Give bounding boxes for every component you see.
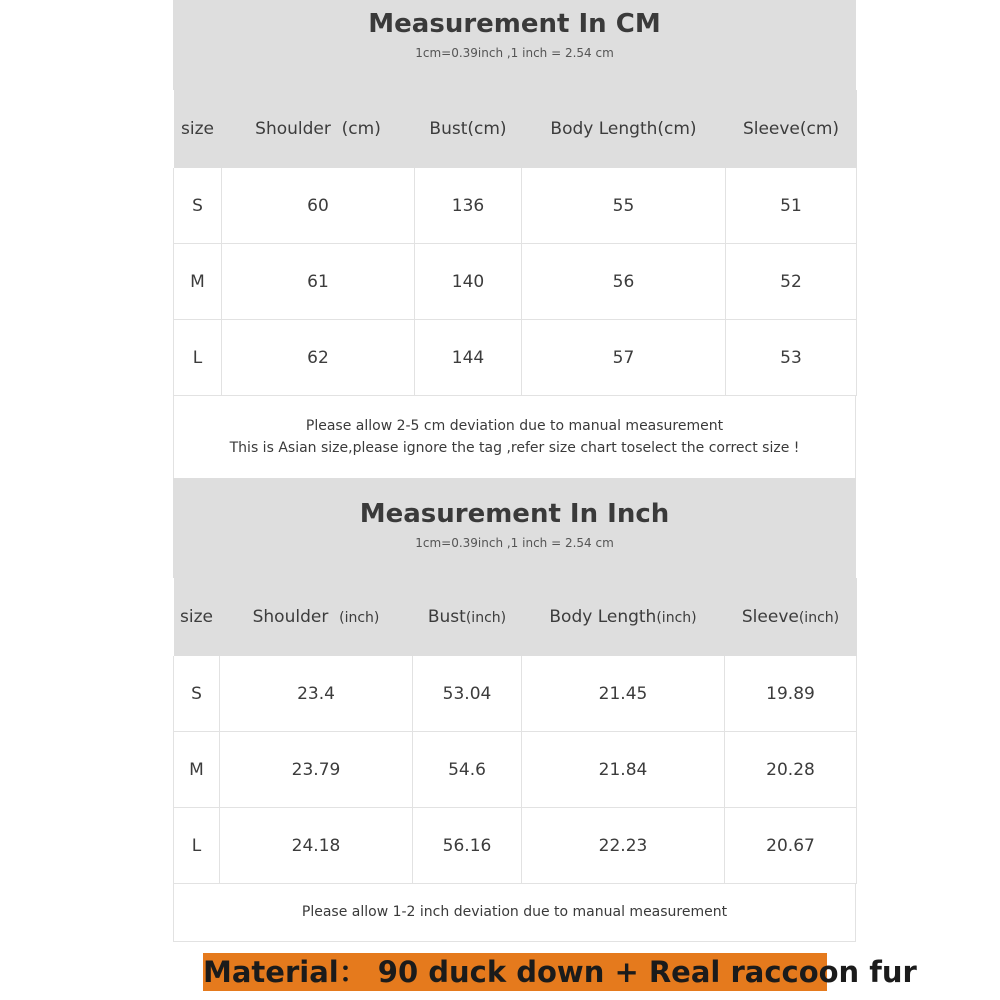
inch-conversion-note: 1cm=0.39inch ,1 inch = 2.54 cm — [415, 536, 614, 550]
table-row — [174, 244, 857, 320]
inch-title: Measurement In Inch — [359, 499, 670, 529]
bust-cell: 56.16 — [413, 808, 522, 884]
cm-header-size: size — [174, 90, 222, 168]
size-cell: M — [174, 732, 220, 808]
bust-cell: 54.6 — [413, 732, 522, 808]
sleeve-cell: 20.28 — [725, 732, 857, 808]
body-length-cell: 57 — [522, 320, 726, 396]
body-length-cell: 56 — [522, 244, 726, 320]
inch-header-row — [174, 578, 857, 656]
body-length-cell: 21.84 — [522, 732, 725, 808]
table-row — [174, 168, 857, 244]
table-row — [174, 732, 857, 808]
cm-note-line-1: Please allow 2-5 cm deviation due to manual measurement — [305, 418, 724, 434]
bust-cell: 140 — [415, 244, 522, 320]
cm-conversion-note: 1cm=0.39inch ,1 inch = 2.54 cm — [415, 46, 614, 60]
body-length-cell: 21.45 — [522, 656, 725, 732]
bust-cell: 144 — [415, 320, 522, 396]
inch-header-sleeve: Sleeve(inch) — [725, 578, 857, 656]
cm-panel — [173, 0, 856, 478]
table-row — [174, 656, 857, 732]
inch-deviation-note: Please allow 1-2 inch deviation due to manual measurement — [173, 884, 856, 942]
size-cell: M — [174, 244, 222, 320]
inch-header-body-length: Body Length(inch) — [522, 578, 725, 656]
inch-header-shoulder: Shoulder (inch) — [220, 578, 413, 656]
size-cell: L — [174, 320, 222, 396]
cm-deviation-note — [173, 396, 856, 478]
shoulder-cell: 24.18 — [220, 808, 413, 884]
table-row — [174, 808, 857, 884]
inch-header-bust: Bust(inch) — [413, 578, 522, 656]
cm-title: Measurement In CM — [368, 9, 661, 39]
bust-cell: 53.04 — [413, 656, 522, 732]
cm-header-body-length: Body Length(cm) — [522, 90, 726, 168]
sleeve-cell: 52 — [726, 244, 857, 320]
sleeve-cell: 19.89 — [725, 656, 857, 732]
inch-panel — [173, 478, 856, 942]
cm-header-shoulder: Shoulder (cm) — [222, 90, 415, 168]
bust-cell: 136 — [415, 168, 522, 244]
cm-title-block — [173, 0, 856, 90]
shoulder-cell: 61 — [222, 244, 415, 320]
cm-note-line-2: This is Asian size,please ignore the tag ,refer size chart toselect the correct size ! — [229, 440, 800, 456]
material-banner: Material： 90 duck down + Real raccoon fur — [203, 955, 917, 989]
sleeve-cell: 53 — [726, 320, 857, 396]
inch-header-size: size — [174, 578, 220, 656]
size-cell: S — [174, 656, 220, 732]
body-length-cell: 55 — [522, 168, 726, 244]
table-row — [174, 320, 857, 396]
body-length-cell: 22.23 — [522, 808, 725, 884]
cm-size-table — [173, 90, 857, 396]
shoulder-cell: 60 — [222, 168, 415, 244]
inch-size-table — [173, 578, 857, 884]
size-cell: L — [174, 808, 220, 884]
shoulder-cell: 23.4 — [220, 656, 413, 732]
cm-header-row — [174, 90, 857, 168]
inch-title-block — [173, 478, 856, 578]
size-chart — [173, 0, 856, 942]
size-cell: S — [174, 168, 222, 244]
shoulder-cell: 62 — [222, 320, 415, 396]
cm-header-bust: Bust(cm) — [415, 90, 522, 168]
shoulder-cell: 23.79 — [220, 732, 413, 808]
cm-header-sleeve: Sleeve(cm) — [726, 90, 857, 168]
sleeve-cell: 51 — [726, 168, 857, 244]
sleeve-cell: 20.67 — [725, 808, 857, 884]
